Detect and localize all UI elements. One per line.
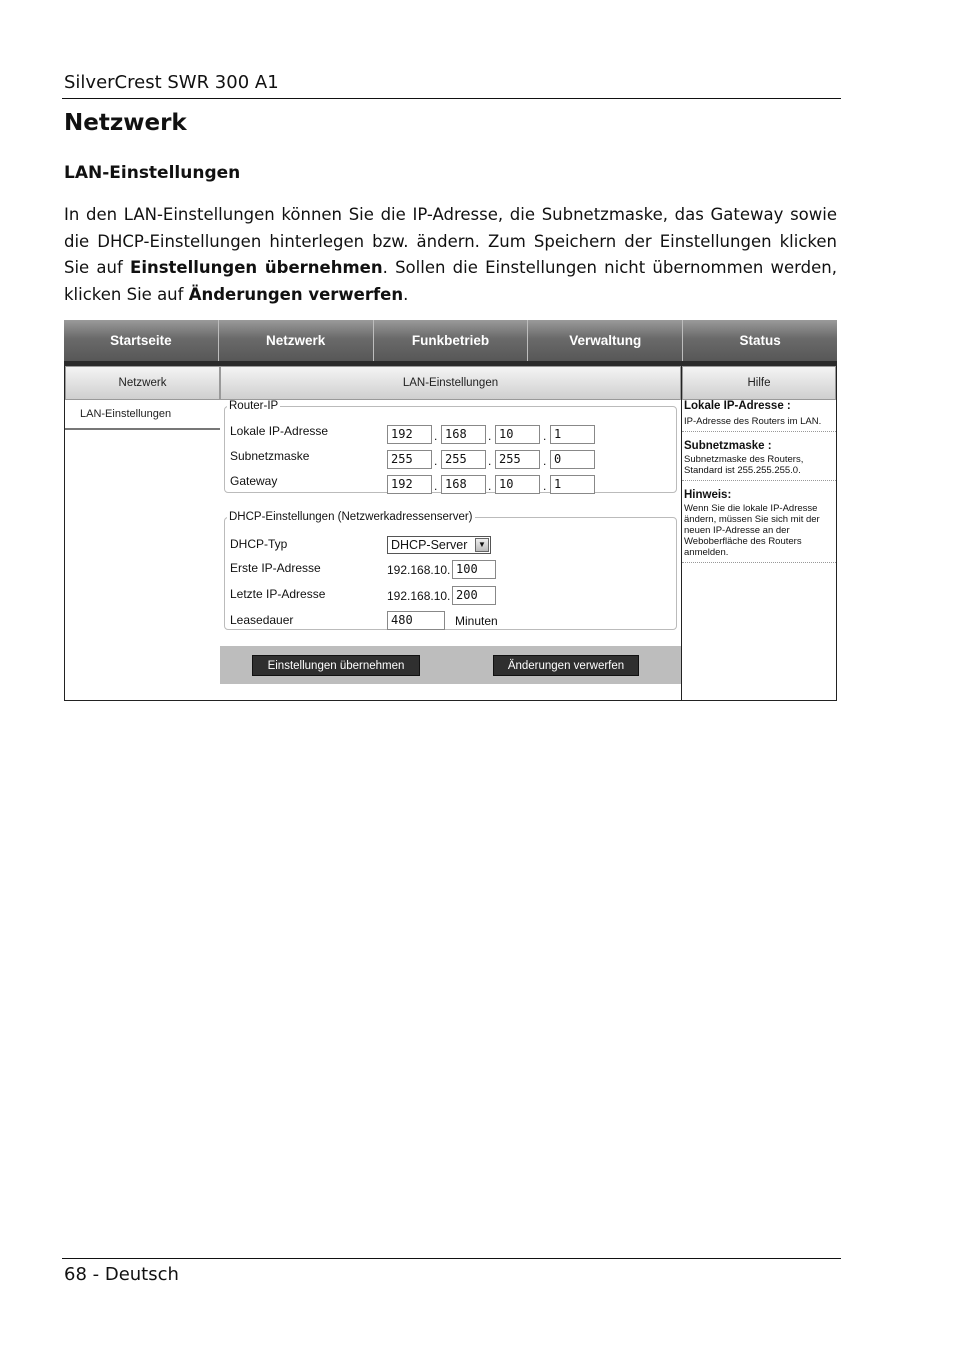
sidebar-item-lan-einstellungen[interactable]: LAN-Einstellungen [65, 400, 220, 430]
help-section-title: Hinweis: [684, 489, 732, 501]
ip-separator: . [543, 479, 547, 493]
subnet-octet-3[interactable]: 255 [495, 450, 540, 469]
subnet-octet-2[interactable]: 255 [441, 450, 486, 469]
first-ip-prefix: 192.168.10. [387, 563, 451, 577]
discard-changes-button[interactable]: Änderungen verwerfen [493, 655, 639, 676]
intro-text-3: . [403, 284, 409, 304]
lease-unit: Minuten [455, 614, 498, 628]
header-rule [62, 98, 841, 99]
nav-tab-funkbetrieb[interactable]: Funkbetrieb [374, 320, 529, 361]
dhcp-type-label: DHCP-Typ [230, 537, 288, 551]
intro-apply-term: Einstellungen übernehmen [130, 258, 383, 278]
help-panel-header: Hilfe [682, 366, 836, 400]
help-section-title: Lokale IP-Adresse : [684, 400, 791, 412]
help-section [682, 400, 836, 432]
nav-tab-netzwerk[interactable]: Netzwerk [219, 320, 374, 361]
help-section [682, 481, 836, 563]
local-ip-octet-4[interactable]: 1 [550, 425, 595, 444]
nav-tab-status[interactable]: Status [739, 333, 781, 348]
last-ip-label: Letzte IP-Adresse [230, 587, 326, 601]
main-panel [220, 366, 682, 701]
last-ip-prefix: 192.168.10. [387, 589, 451, 603]
ip-separator: . [488, 429, 492, 443]
help-section-text: Wenn Sie die lokale IP-Adresse ändern, müssen Sie sich mit der neuen IP-Adresse an der Weboberfläche des Routers anmelden. [684, 503, 820, 558]
nav-tab-verwaltung[interactable]: Verwaltung [528, 320, 683, 361]
gateway-label: Gateway [230, 474, 278, 488]
sidebar-header: Netzwerk [65, 366, 220, 400]
page-footer: 68 - Deutsch [64, 1264, 179, 1285]
ip-separator: . [543, 429, 547, 443]
help-section [682, 432, 836, 481]
first-ip-label: Erste IP-Adresse [230, 561, 321, 575]
footer-rule [62, 1258, 841, 1259]
main-panel-header: LAN-Einstellungen [220, 366, 681, 400]
document-header: SilverCrest SWR 300 A1 [64, 72, 279, 93]
subnet-octet-4[interactable]: 0 [550, 450, 595, 469]
help-section-text: IP-Adresse des Routers im LAN. [684, 416, 822, 427]
dhcp-settings-group [224, 511, 677, 630]
nav-tab-startseite[interactable]: Startseite [64, 320, 219, 361]
help-section-text: Subnetzmaske des Routers, Standard ist 255.255.255.0. [684, 454, 804, 476]
local-ip-label: Lokale IP-Adresse [230, 424, 329, 438]
intro-text-2: . Sollen die Einstellungen nicht übernommen werden, klicken Sie auf [64, 258, 838, 304]
button-bar [220, 646, 681, 684]
last-ip-input[interactable]: 200 [452, 586, 496, 605]
ip-separator: . [488, 454, 492, 468]
ip-separator: . [488, 479, 492, 493]
dropdown-arrow-icon[interactable]: ▼ [475, 538, 489, 552]
ip-separator: . [434, 454, 438, 468]
apply-settings-button[interactable]: Einstellungen übernehmen [252, 655, 420, 676]
ip-separator: . [434, 429, 438, 443]
intro-paragraph [64, 202, 837, 308]
subnet-octet-1[interactable]: 255 [387, 450, 432, 469]
help-section-title: Subnetzmaske : [684, 440, 772, 452]
ip-separator: . [543, 454, 547, 468]
lease-input[interactable]: 480 [387, 611, 445, 630]
lease-label: Leasedauer [230, 613, 294, 627]
intro-discard-term: Änderungen verwerfen [188, 284, 404, 304]
top-navigation [64, 320, 837, 361]
dhcp-legend: DHCP-Einstellungen (Netzwerkadressenserver) [229, 511, 473, 523]
first-ip-input[interactable]: 100 [452, 560, 496, 579]
router-ip-legend: Router-IP [229, 400, 279, 412]
router-ip-group [224, 400, 677, 493]
local-ip-octet-1[interactable]: 192 [387, 425, 432, 444]
help-panel [682, 366, 837, 701]
local-ip-octet-3[interactable]: 10 [495, 425, 540, 444]
dhcp-type-select[interactable] [387, 536, 491, 554]
local-ip-octet-2[interactable]: 168 [441, 425, 486, 444]
page-title: Netzwerk [64, 110, 187, 136]
sidebar [64, 366, 221, 701]
gateway-octet-2[interactable]: 168 [441, 475, 486, 494]
ip-separator: . [434, 479, 438, 493]
gateway-octet-4[interactable]: 1 [550, 475, 595, 494]
gateway-octet-1[interactable]: 192 [387, 475, 432, 494]
dhcp-type-value: DHCP-Server [391, 538, 468, 552]
section-title: LAN-Einstellungen [64, 163, 241, 183]
router-ui-screenshot [64, 320, 837, 701]
gateway-octet-3[interactable]: 10 [495, 475, 540, 494]
subnet-label: Subnetzmaske [230, 449, 310, 463]
intro-text-1: In den LAN-Einstellungen können Sie die IP-Adresse, die Subnetzmaske, das Gateway sowie die DHCP-Einstellungen hinterlegen bzw. ändern. Zum Speichern der Einstellungen klicken Sie auf [64, 205, 837, 278]
